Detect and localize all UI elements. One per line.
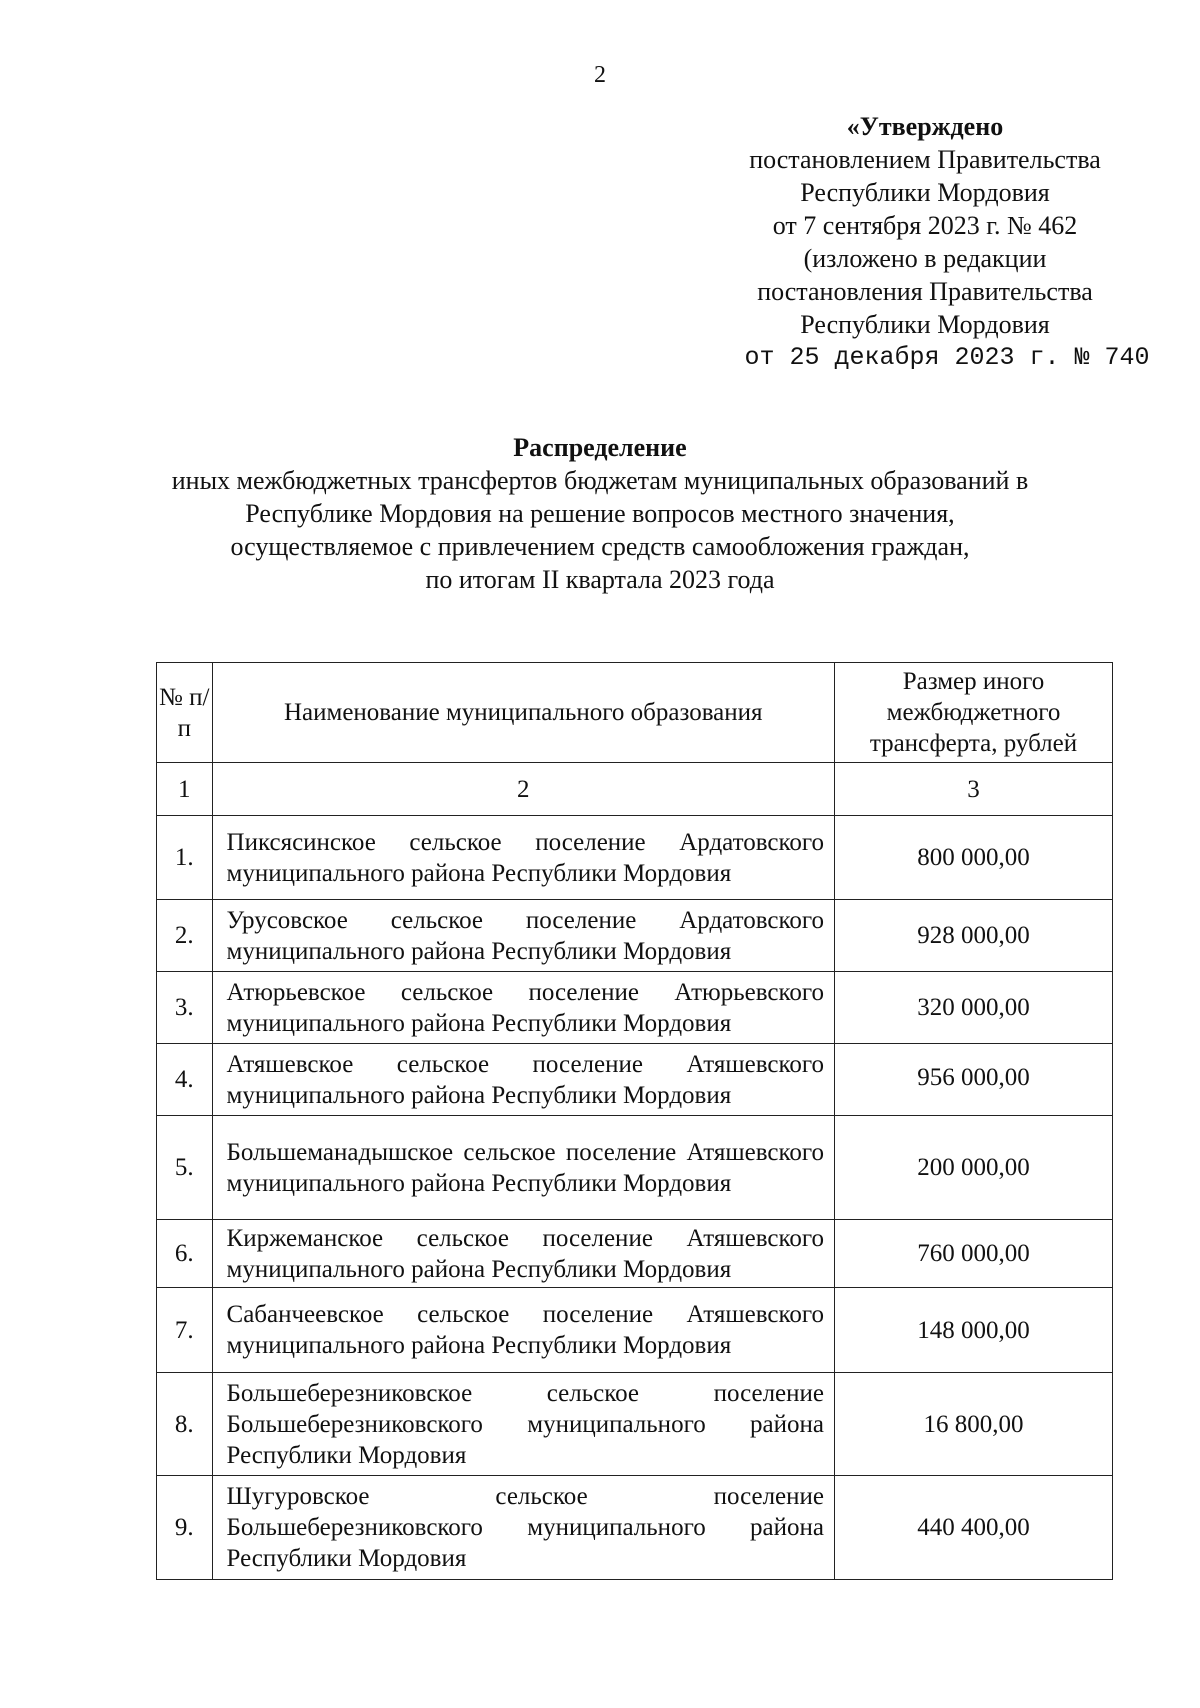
row-num: 6. — [157, 1220, 213, 1288]
table-header-row — [157, 663, 1113, 763]
row-amount: 760 000,00 — [835, 1220, 1113, 1288]
row-amount: 200 000,00 — [835, 1116, 1113, 1220]
row-name: Шугуровское сельское поселение Большеберезниковского муниципального района Республики Мордовия — [212, 1476, 834, 1580]
row-name: Большеманадышское сельское поселение Атяшевского муниципального района Республики Мордовия — [212, 1116, 834, 1220]
heading-line: осуществляемое с привлечением средств самообложения граждан, — [230, 532, 970, 561]
header-name: Наименование муниципального образования — [212, 663, 834, 763]
heading-title: Распределение — [513, 433, 687, 462]
document-heading — [100, 431, 1100, 596]
row-name: Урусовское сельское поселение Ардатовского муниципального района Республики Мордовия — [212, 900, 834, 972]
page-number: 2 — [594, 62, 606, 88]
row-name: Пиксясинское сельское поселение Ардатовского муниципального района Республики Мордовия — [212, 816, 834, 900]
heading-line: по итогам II квартала 2023 года — [425, 565, 775, 594]
header-num: № п/п — [157, 663, 213, 763]
row-num: 3. — [157, 972, 213, 1044]
heading-line: иных межбюджетных трансфертов бюджетам муниципальных образований в — [171, 466, 1029, 495]
row-name: Большеберезниковское сельское поселение Большеберезниковского муниципального района Республики Мордовия — [212, 1373, 834, 1476]
table-row — [157, 1373, 1113, 1476]
header-amount: Размер иного межбюджетного трансферта, рублей — [835, 663, 1113, 763]
table-row — [157, 1476, 1113, 1580]
table-row — [157, 1116, 1113, 1220]
approval-line: постановления Правительства — [757, 277, 1093, 306]
approval-line: Республики Мордовия — [800, 178, 1050, 207]
table-row — [157, 1288, 1113, 1373]
approval-block — [700, 110, 1150, 374]
approval-line: от 7 сентября 2023 г. № 462 — [772, 211, 1078, 240]
row-num: 1. — [157, 816, 213, 900]
row-name: Сабанчеевское сельское поселение Атяшевского муниципального района Республики Мордовия — [212, 1288, 834, 1373]
approval-line: от 25 декабря 2023 г. № 740 — [744, 343, 1150, 372]
row-amount: 320 000,00 — [835, 972, 1113, 1044]
table-row — [157, 1044, 1113, 1116]
row-num: 5. — [157, 1116, 213, 1220]
row-num: 4. — [157, 1044, 213, 1116]
row-num: 2. — [157, 900, 213, 972]
approval-line: Республики Мордовия — [800, 310, 1050, 339]
row-num: 9. — [157, 1476, 213, 1580]
row-name: Киржеманское сельское поселение Атяшевского муниципального района Республики Мордовия — [212, 1220, 834, 1288]
column-number: 3 — [835, 763, 1113, 816]
row-amount: 16 800,00 — [835, 1373, 1113, 1476]
row-amount: 928 000,00 — [835, 900, 1113, 972]
row-amount: 148 000,00 — [835, 1288, 1113, 1373]
row-name: Атюрьевское сельское поселение Атюрьевского муниципального района Республики Мордовия — [212, 972, 834, 1044]
row-name: Атяшевское сельское поселение Атяшевского муниципального района Республики Мордовия — [212, 1044, 834, 1116]
table-row — [157, 1220, 1113, 1288]
heading-line: Республике Мордовия на решение вопросов местного значения, — [245, 499, 955, 528]
distribution-table — [156, 662, 1113, 1580]
column-number-row — [157, 763, 1113, 816]
column-number: 1 — [157, 763, 213, 816]
approval-line: (изложено в редакции — [803, 244, 1047, 273]
table-row — [157, 816, 1113, 900]
table-row — [157, 900, 1113, 972]
approval-line: постановлением Правительства — [749, 145, 1101, 174]
column-number: 2 — [212, 763, 834, 816]
row-amount: 440 400,00 — [835, 1476, 1113, 1580]
row-num: 7. — [157, 1288, 213, 1373]
table-row — [157, 972, 1113, 1044]
row-num: 8. — [157, 1373, 213, 1476]
row-amount: 800 000,00 — [835, 816, 1113, 900]
row-amount: 956 000,00 — [835, 1044, 1113, 1116]
approval-title: «Утверждено — [846, 112, 1004, 141]
